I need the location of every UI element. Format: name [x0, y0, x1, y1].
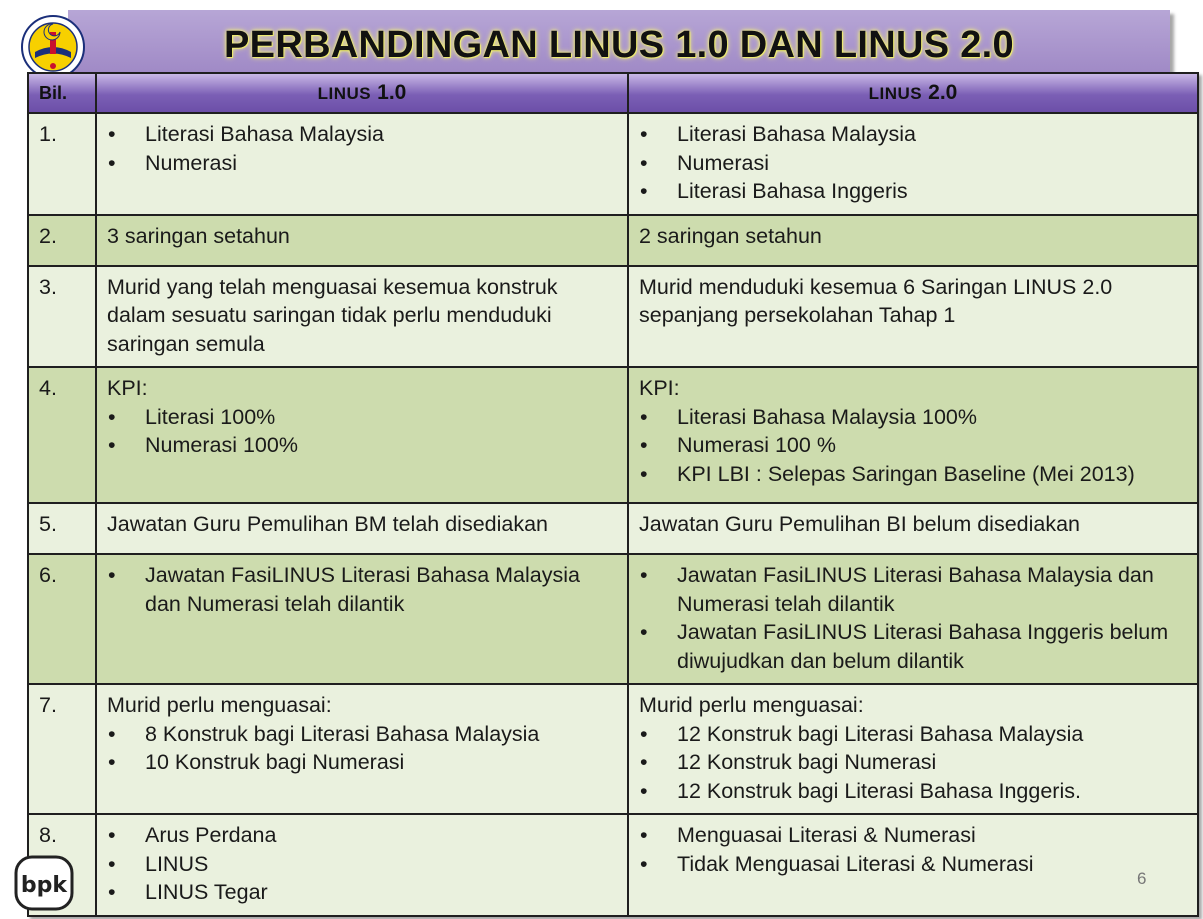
linus-1-cell [96, 554, 628, 684]
list-item: • Jawatan FasiLINUS Literasi Bahasa Malaysia dan Numerasi telah dilantik [639, 561, 1187, 618]
list-item: • Menguasai Literasi & Numerasi [639, 821, 1187, 850]
cell-intro: Murid perlu menguasai: [639, 693, 864, 717]
header-linus-1-name: LINUS [317, 84, 372, 103]
page-title: PERBANDINGAN LINUS 1.0 DAN LINUS 2.0 [224, 24, 1014, 66]
list-item: • Jawatan FasiLINUS Literasi Bahasa Malaysia dan Numerasi telah dilantik [107, 561, 617, 618]
list-item: • Literasi Bahasa Malaysia 100% [639, 403, 1187, 432]
header-linus-2-version: 2.0 [928, 81, 958, 104]
linus-2-cell [628, 113, 1198, 215]
list-item: • 12 Konstruk bagi Numerasi [639, 748, 1187, 777]
row-number: 1. [28, 113, 96, 215]
list-item: • Literasi Bahasa Malaysia [639, 120, 1187, 149]
list-item: • Numerasi 100% [107, 431, 617, 460]
list-item: • Numerasi 100 % [639, 431, 1187, 460]
row-number: 4. [28, 367, 96, 503]
row-number: 3. [28, 266, 96, 368]
row-number: 5. [28, 503, 96, 554]
header-linus-2 [628, 73, 1198, 113]
list-item: • Numerasi [639, 149, 1187, 178]
linus-1-cell: Murid yang telah menguasai kesemua konstruk dalam sesuatu saringan tidak perlu menduduki saringan semula [96, 266, 628, 368]
list-item: • 10 Konstruk bagi Numerasi [107, 748, 617, 777]
linus-1-cell [96, 113, 628, 215]
table-row [28, 367, 1198, 503]
ministry-crest-icon [14, 14, 92, 80]
table-row [28, 814, 1198, 916]
table-row [28, 503, 1198, 554]
page-number: 6 [1137, 869, 1147, 888]
table-header-row [28, 73, 1198, 113]
linus-2-cell: Murid menduduki kesemua 6 Saringan LINUS 2.0 sepanjang persekolahan Tahap 1 [628, 266, 1198, 368]
list-item: • Jawatan FasiLINUS Literasi Bahasa Inggeris belum diwujudkan dan belum dilantik [639, 618, 1187, 675]
linus-2-cell: Jawatan Guru Pemulihan BI belum disediakan [628, 503, 1198, 554]
row-number: 2. [28, 215, 96, 266]
table-row [28, 554, 1198, 684]
cell-intro: Murid perlu menguasai: [107, 693, 332, 717]
table-row [28, 215, 1198, 266]
table-row [28, 266, 1198, 368]
row-number: 8. [28, 814, 96, 916]
cell-intro: KPI: [639, 376, 680, 400]
bpk-logo-text: bpk [20, 873, 68, 898]
list-item: • LINUS Tegar [107, 878, 617, 907]
linus-1-cell [96, 367, 628, 503]
bpk-logo-icon [14, 855, 74, 911]
linus-2-cell [628, 367, 1198, 503]
linus-2-cell [628, 554, 1198, 684]
list-item: • 12 Konstruk bagi Literasi Bahasa Inggeris. [639, 777, 1187, 806]
linus-1-cell [96, 814, 628, 916]
list-item: • KPI LBI : Selepas Saringan Baseline (Mei 2013) [639, 460, 1187, 489]
list-item: • LINUS [107, 850, 617, 879]
linus-1-cell: Jawatan Guru Pemulihan BM telah disediakan [96, 503, 628, 554]
header-linus-1-version: 1.0 [377, 81, 407, 104]
list-item: • Literasi Bahasa Inggeris [639, 177, 1187, 206]
cell-intro: KPI: [107, 376, 148, 400]
list-item: • Arus Perdana [107, 821, 617, 850]
list-item: • Literasi 100% [107, 403, 617, 432]
header-bil: Bil. [28, 73, 96, 113]
header-linus-2-name: LINUS [868, 84, 923, 103]
linus-1-cell: 3 saringan setahun [96, 215, 628, 266]
row-number: 6. [28, 554, 96, 684]
list-item: • Literasi Bahasa Malaysia [107, 120, 617, 149]
list-item: • Tidak Menguasai Literasi & Numerasi [639, 850, 1187, 879]
header-linus-1 [96, 73, 628, 113]
list-item: • 12 Konstruk bagi Literasi Bahasa Malaysia [639, 720, 1187, 749]
list-item: • Numerasi [107, 149, 617, 178]
table-row [28, 684, 1198, 814]
comparison-table [27, 72, 1199, 917]
row-number: 7. [28, 684, 96, 814]
linus-2-cell [628, 814, 1198, 916]
linus-2-cell [628, 684, 1198, 814]
linus-1-cell [96, 684, 628, 814]
table-row [28, 113, 1198, 215]
linus-2-cell: 2 saringan setahun [628, 215, 1198, 266]
list-item: • 8 Konstruk bagi Literasi Bahasa Malaysia [107, 720, 617, 749]
title-bar [68, 10, 1170, 72]
